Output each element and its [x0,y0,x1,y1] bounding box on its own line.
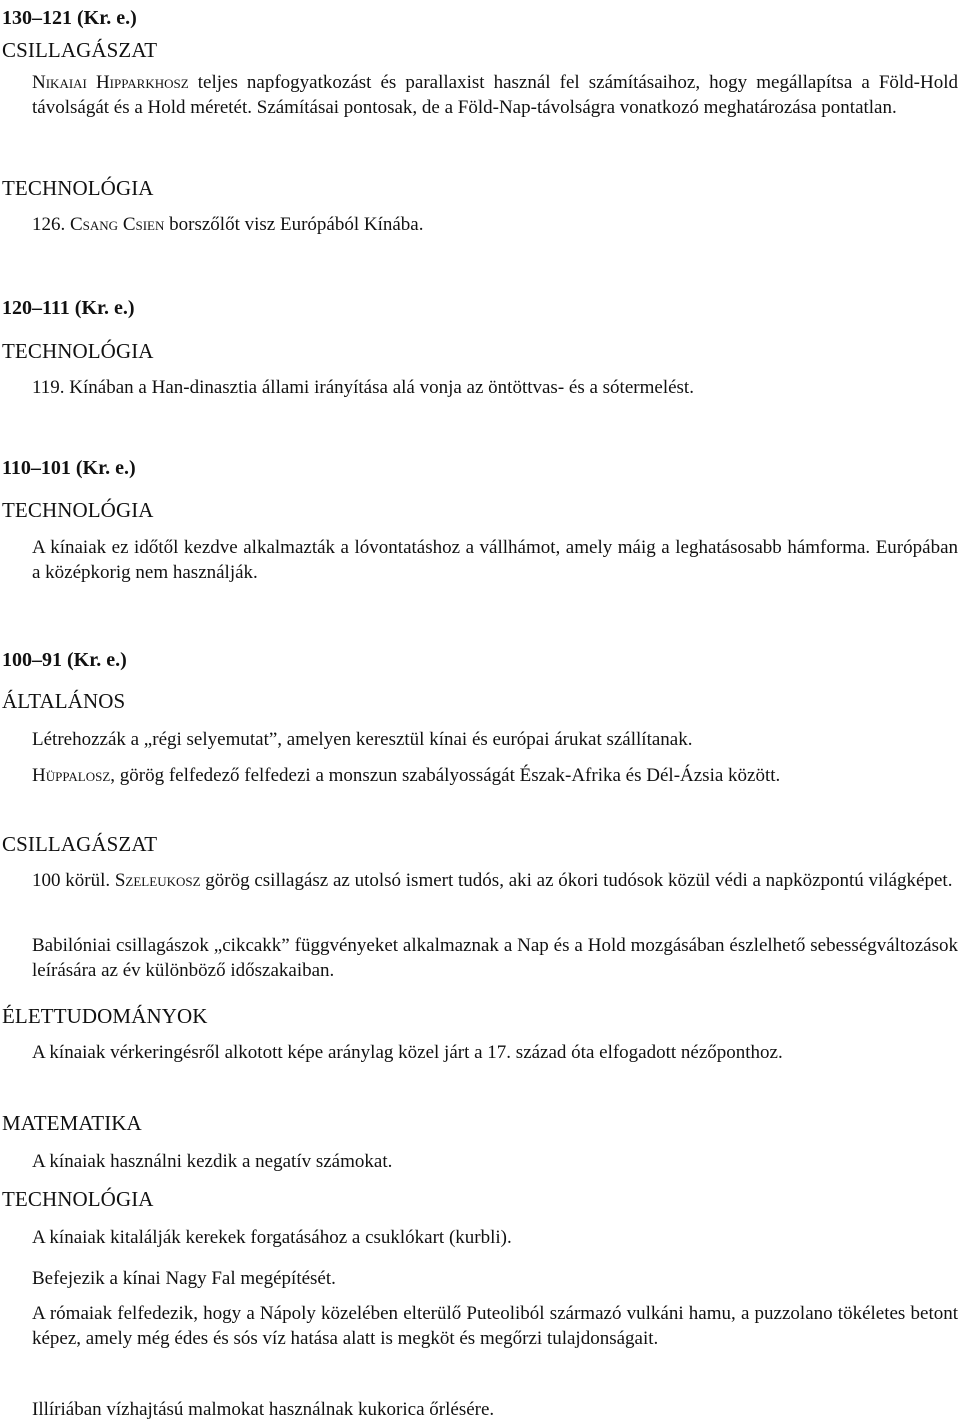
category-heading: TECHNOLÓGIA [2,176,154,200]
entry-paragraph: Illíriában vízhajtású malmokat használnak kukorica őrlésére. [32,1399,495,1420]
category-heading: MATEMATIKA [2,1111,142,1135]
entry-paragraph: A kínaiak ez időtől kezdve alkalmazták a lóvontatáshoz a vállhámot, amely máig a leghatásosabb hámforma. Európában a középkorig nem használják. [32,537,958,583]
entry-text: borszőlőt visz Európából Kínába. [164,214,424,235]
entry-paragraph: Babilóniai csillagászok „cikcakk” függvényeket alkalmaznak a Nap és a Hold mozgásában észlelhető sebességváltozások leírására az év különböző időszakaiban. [32,935,958,981]
category-heading: CSILLAGÁSZAT [2,832,158,856]
category-heading: TECHNOLÓGIA [2,498,154,522]
entry-paragraph [32,763,958,788]
entry-paragraph: A rómaiak felfedezik, hogy a Nápoly közelében elterülő Puteoliból származó vulkáni hamu, a puzzolano tökéletes betont képez, amely még édes és sós víz hatása alatt is megköt és megőrzi tulajdonságait. [32,1303,958,1349]
entry-paragraph: A kínaiak kitalálják kerekek forgatásához a csuklókart (kurbli). [32,1227,512,1248]
category-heading: CSILLAGÁSZAT [2,38,158,62]
entry-text: görög csillagász az utolsó ismert tudós, aki az ókori tudósok közül védi a napközpontú világképet. [200,870,953,891]
entry-date: 126. [32,214,70,235]
entry-paragraph: A kínaiak használni kezdik a negatív számokat. [32,1151,393,1172]
entry-paragraph [32,70,958,120]
category-heading: TECHNOLÓGIA [2,339,154,363]
entry-paragraph: Befejezik a kínai Nagy Fal megépítését. [32,1268,336,1289]
entry-paragraph [32,868,958,893]
person-name: Hüppalosz [32,765,111,786]
entry-text: , görög felfedező felfedezi a monszun szabályosságát Észak-Afrika és Dél-Ázsia között. [110,765,781,786]
person-name: Csang Csien [70,214,165,235]
entry-paragraph [32,212,958,237]
category-heading: ÁLTALÁNOS [2,689,126,713]
category-heading: ÉLETTUDOMÁNYOK [2,1004,208,1028]
entry-date: 100 körül. [32,870,115,891]
period-heading: 110–101 (Kr. e.) [2,457,136,479]
entry-text: teljes napfogyatkozást és parallaxist használ fel számításaihoz, hogy megállapítsa a Föld-Hold távolságát és a Hold méretét. Számításai pontosak, de a Föld-Nap-távolságra vonatkozó meghatározása pontatlan. [32,72,959,118]
person-name: Szeleukosz [114,870,201,891]
entry-paragraph: A kínaiak vérkeringésről alkotott képe aránylag közel járt a 17. század óta elfogadott nézőponthoz. [32,1042,783,1063]
period-heading: 100–91 (Kr. e.) [2,649,127,671]
category-heading: TECHNOLÓGIA [2,1187,154,1211]
entry-paragraph: Létrehozzák a „régi selyemutat”, amelyen keresztül kínai és európai árukat szállítanak. [32,729,693,750]
person-name: Nikaiai Hipparkhosz [32,72,189,93]
entry-paragraph: 119. Kínában a Han-dinasztia állami irányítása alá vonja az öntöttvas- és a sótermelést. [32,377,694,398]
period-heading: 130–121 (Kr. e.) [2,7,137,29]
period-heading: 120–111 (Kr. e.) [2,297,135,319]
